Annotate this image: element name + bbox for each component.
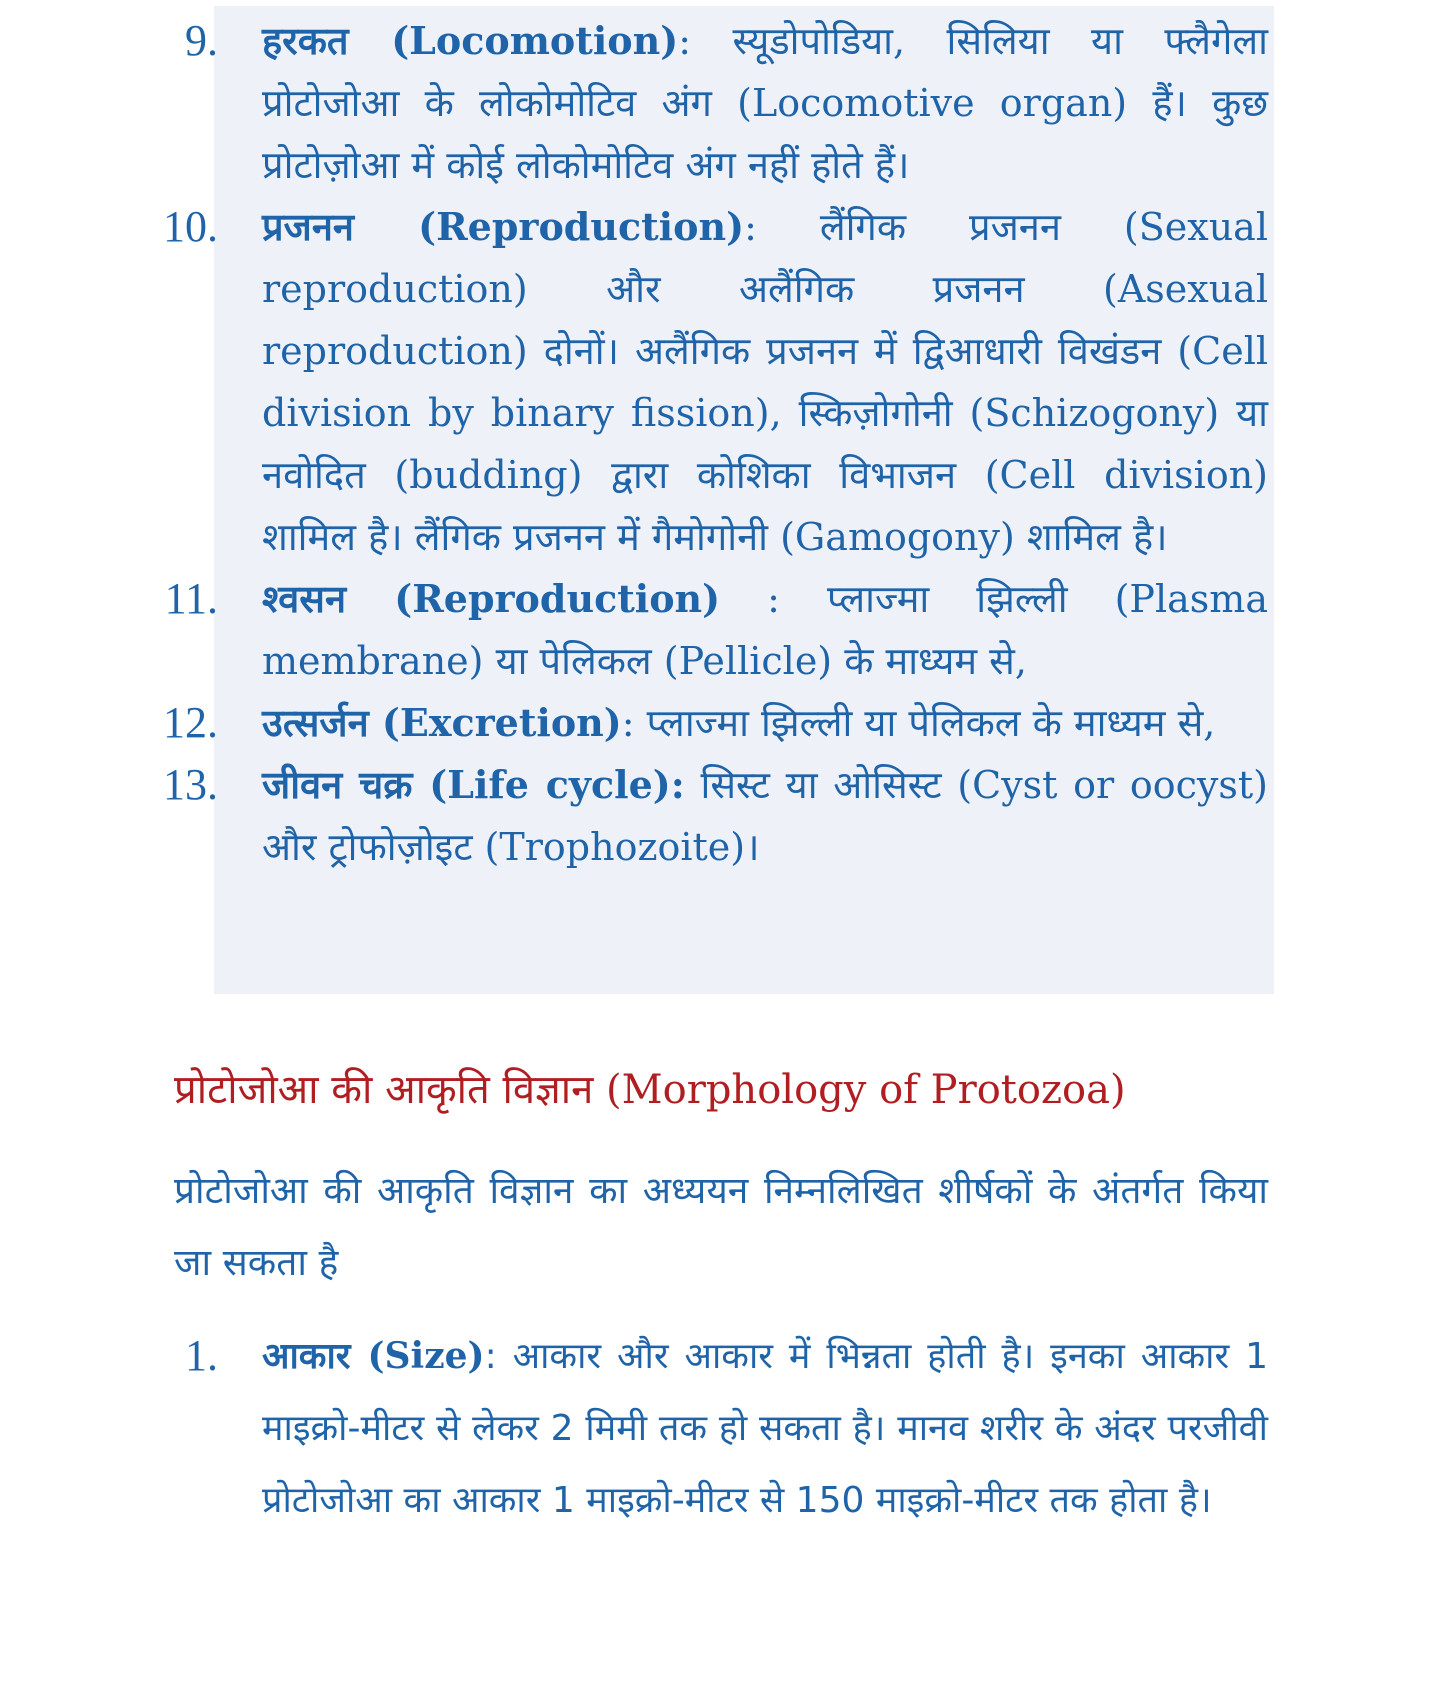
item-text: : स्यूडोपोडिया, सिलिया या फ्लैगेला प्रोटोजोआ के लोकोमोटिव अंग (Locomotive organ) हैं। कुछ प्रोटोज़ोआ में कोई लोकोमोटिव अंग नहीं होते हैं। — [262, 19, 1268, 187]
list-item — [0, 692, 1440, 754]
item-number: 11. — [164, 574, 218, 623]
item-term: उत्सर्जन (Excretion) — [262, 700, 622, 745]
item-number: 13. — [163, 760, 218, 809]
section-intro: प्रोटोजोआ की आकृति विज्ञान का अध्ययन निम्नलिखित शीर्षकों के अंतर्गत किया जा सकता है — [174, 1169, 1268, 1284]
item-body — [262, 568, 1268, 692]
item-body — [262, 754, 1268, 878]
list-item — [0, 196, 1440, 568]
item-text: : आकार और आकार में भिन्नता होती है। इनका आकार 1 माइक्रो-मीटर से लेकर 2 मिमी तक हो सकता है। मानव शरीर के अंदर परजीवी प्रोटोजोआ का आकार 1 माइक्रो-मीटर से 150 माइक्रो-मीटर तक होता है। — [262, 1336, 1269, 1521]
item-number: 10. — [163, 202, 218, 251]
list-item — [0, 1320, 1440, 1537]
section-heading: प्रोटोजोआ की आकृति विज्ञान (Morphology of Protozoa) — [174, 1067, 1126, 1113]
item-text: : प्लाज्मा झिल्ली (Plasma membrane) या पेलिकल (Pellicle) के माध्यम से, — [262, 577, 1268, 683]
item-number: 12. — [163, 698, 218, 747]
item-term: प्रजनन (Reproduction) — [262, 204, 745, 249]
item-number: 1. — [185, 1331, 218, 1380]
item-body — [262, 692, 1268, 754]
item-body — [262, 196, 1268, 568]
item-text: : प्लाज्मा झिल्ली या पेलिकल के माध्यम से, — [621, 701, 1216, 745]
item-text: सिस्ट या ओसिस्ट (Cyst or oocyst) और ट्रोफोज़ोइट (Trophozoite)। — [262, 763, 1268, 869]
item-number: 9. — [185, 16, 218, 65]
list-item — [0, 754, 1440, 878]
item-term: जीवन चक्र (Life cycle): — [262, 762, 685, 807]
characteristics-list — [0, 10, 1440, 878]
item-term: श्वसन (Reproduction) — [262, 576, 721, 621]
item-term: हरकत (Locomotion) — [262, 18, 679, 63]
list-item — [0, 10, 1440, 196]
item-body — [262, 1320, 1268, 1537]
item-body — [262, 10, 1268, 196]
item-term: आकार (Size) — [262, 1335, 485, 1377]
list-item — [0, 568, 1440, 692]
item-text: : लैंगिक प्रजनन (Sexual reproduction) और अलैंगिक प्रजनन (Asexual reproduction) दोनों। अलैंगिक प्रजनन में द्विआधारी विखंडन (Cell division by binary fission), स्किज़ोगोनी (Schizogony) या नवोदित (budding) द्वारा कोशिका विभाजन (Cell division) शामिल है। लैंगिक प्रजनन में गैमोगोनी (Gamogony) शामिल है। — [262, 205, 1268, 559]
morphology-list — [0, 1320, 1440, 1537]
